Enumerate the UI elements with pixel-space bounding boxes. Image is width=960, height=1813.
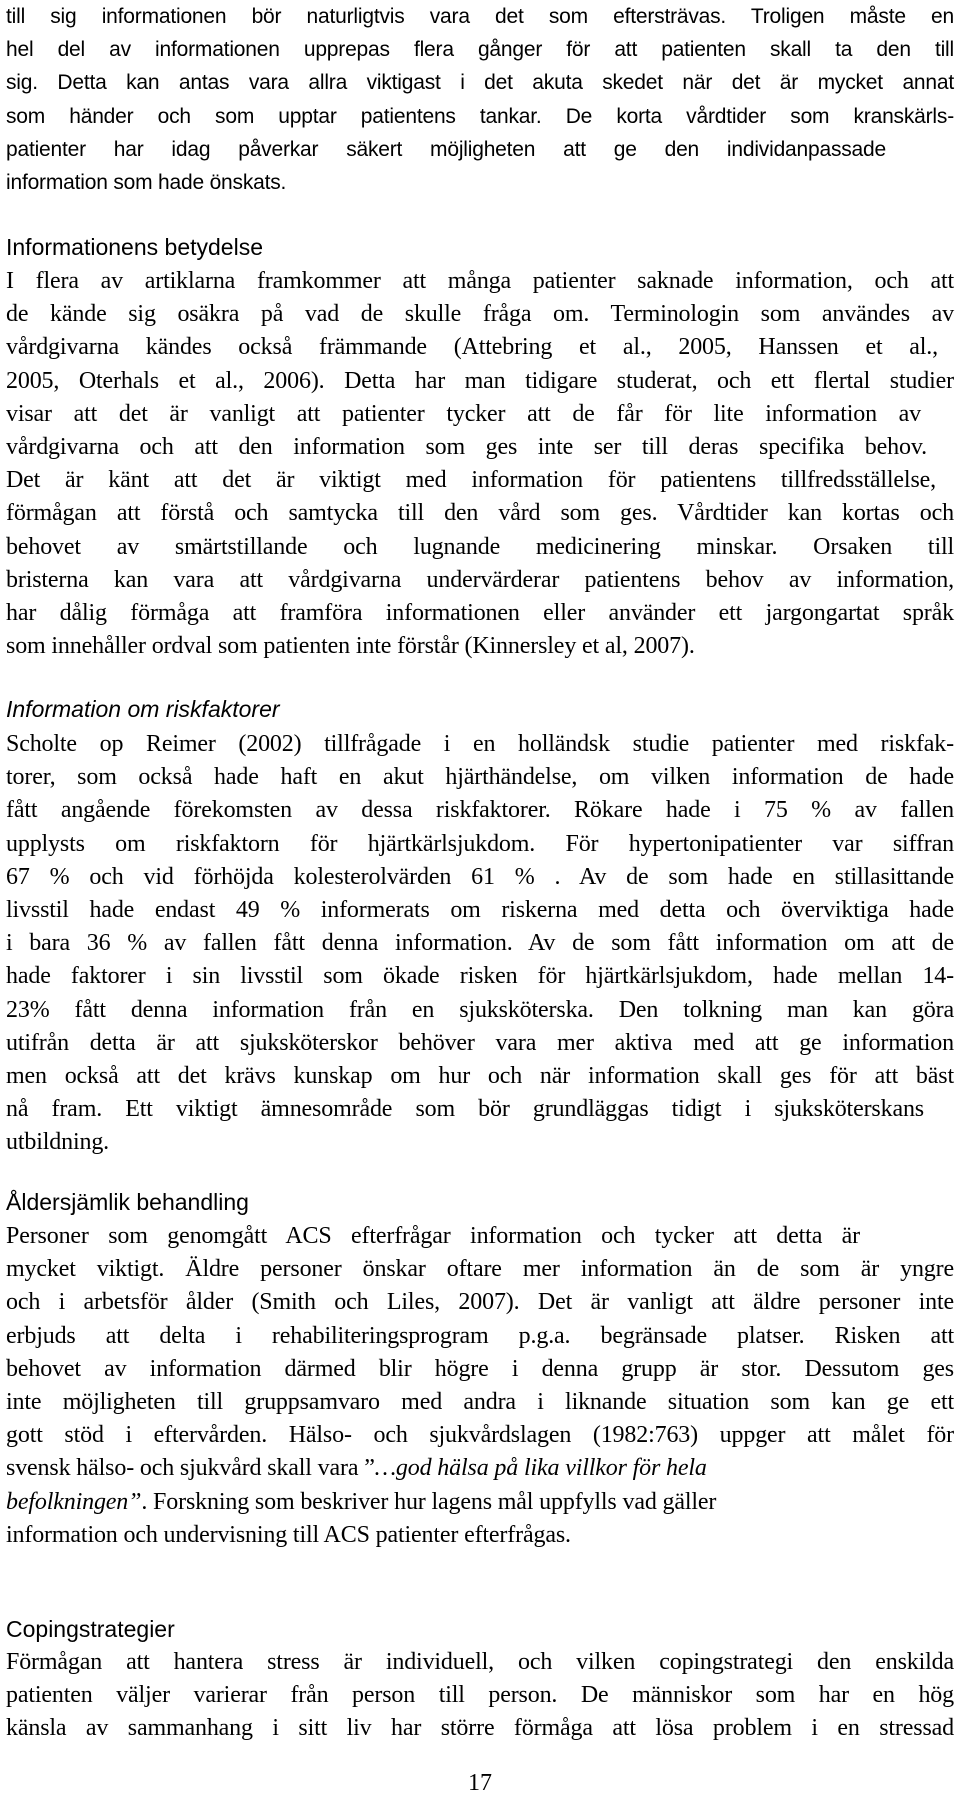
text-line: hade faktorer i sin livsstil som ökade risken för hjärtkärlsjukdom, hade mellan 14- (6, 963, 954, 990)
page-number: 17 (468, 1770, 492, 1796)
text-line: och i arbetsför ålder (Smith och Liles, 2007). Det är vanligt att äldre personer inte (6, 1289, 954, 1316)
text-line: bristerna kan vara att vårdgivarna undervärderar patientens behov av information, (6, 566, 954, 593)
text-line: Scholte op Reimer (2002) tillfrågade i en holländsk studie patienter med riskfak- (6, 731, 954, 757)
text-line: de kände sig osäkra på vad de skulle fråga om. Terminologin som användes av (6, 301, 954, 328)
text-line: 2005, Oterhals et al., 2006). Detta har man tidigare studerat, och ett flertal studier (6, 367, 954, 394)
text-line: information som hade önskats. (6, 171, 287, 195)
text-line: patienter har idag påverkar säkert möjligheten att ge den individanpassade (6, 137, 886, 161)
text-line: mycket viktigt. Äldre personer önskar oftare mer information än de som är yngre (6, 1256, 954, 1283)
intro-paragraph (6, 0, 954, 199)
section-body-information-om-riskfaktorer (6, 728, 954, 1160)
text-line: information och undervisning till ACS patienter efterfrågas. (6, 1521, 571, 1548)
text-line: behovet av smärtstillande och lugnande medicinering minskar. Orsaken till (6, 533, 954, 560)
italic-quote: …god hälsa på lika villkor för hela (374, 1455, 707, 1482)
text-line: förmågan att förstå och samtycka till den vård som ges. Vårdtider kan kortas och (6, 500, 954, 527)
section-body-copingstrategier (6, 1646, 954, 1746)
text-line: känsla av sammanhang i sitt liv har större förmåga att lösa problem i en stressad (6, 1715, 954, 1742)
text-line: nå fram. Ett viktigt ämnesområde som bör grundläggas tidigt i sjuksköterskans (6, 1096, 924, 1123)
text-line: fått angående förekomsten av dessa riskfaktorer. Rökare hade i 75 % av fallen (6, 797, 954, 824)
text-line: som innehåller ordval som patienten inte förstår (Kinnersley et al, 2007). (6, 633, 695, 660)
text-line: behovet av information därmed blir högre i denna grupp är stor. Dessutom ges (6, 1355, 954, 1382)
text-line: men också att det krävs kunskap om hur och när information skall ges för att bäst (6, 1063, 954, 1090)
text-run: svensk hälso- och sjukvård skall vara ” (6, 1455, 375, 1482)
text-line: inte möjligheten till gruppsamvaro med andra i liknande situation som kan ge ett (6, 1389, 954, 1416)
text-line: hel del av informationen upprepas flera gånger för att patienten skall ta den till (6, 38, 954, 62)
text-run: . Forskning som beskriver hur lagens mål uppfylls vad gäller (141, 1488, 717, 1515)
text-line: utbildning. (6, 1129, 110, 1156)
section-heading-informationens-betydelse: Informationens betydelse (6, 234, 263, 260)
text-line: har dålig förmåga att framföra informationen eller använder ett jargongartat språk (6, 600, 954, 627)
text-line: gott stöd i eftervården. Hälso- och sjukvårdslagen (1982:763) uppger att målet för (6, 1422, 954, 1449)
section-heading-copingstrategier: Copingstrategier (6, 1616, 175, 1642)
text-line: till sig informationen bör naturligtvis vara det som eftersträvas. Troligen måste en (6, 5, 954, 28)
section-heading-aldersjamlik-behandling: Åldersjämlik behandling (6, 1189, 249, 1215)
text-line: i bara 36 % av fallen fått denna information. Av de som fått information om att de (6, 930, 954, 957)
text-line: Förmågan att hantera stress är individuell, och vilken copingstrategi den enskilda (6, 1649, 954, 1675)
text-line (6, 1486, 954, 1519)
text-line: vårdgivarna kändes också främmande (Attebring et al., 2005, Hanssen et al., (6, 334, 938, 361)
text-line: utifrån detta är att sjuksköterskor behöver vara mer aktiva med att ge information (6, 1029, 954, 1056)
text-line: 23% fått denna information från en sjuksköterska. Den tolkning man kan göra (6, 996, 954, 1023)
section-heading-information-om-riskfaktorer: Information om riskfaktorer (6, 696, 280, 722)
text-line: torer, som också hade haft en akut hjärthändelse, om vilken information de hade (6, 764, 954, 791)
text-line: patienten väljer varierar från person till person. De människor som har en hög (6, 1682, 954, 1709)
text-line: livsstil hade endast 49 % informerats om riskerna med detta och överviktiga hade (6, 897, 954, 924)
section-body-aldersjamlik-behandling (6, 1220, 954, 1552)
text-line: Det är känt att det är viktigt med information för patientens tillfredsställelse, (6, 467, 936, 494)
text-line: 67 % och vid förhöjda kolesterolvärden 61 % . Av de som hade en stillasittande (6, 863, 954, 890)
text-line: sig. Detta kan antas vara allra viktigast i det akuta skedet när det är mycket annat (6, 71, 954, 95)
text-line: visar att det är vanligt att patienter tycker att de får för lite information av (6, 400, 921, 427)
text-line: upplysts om riskfaktorn för hjärtkärlsjukdom. För hypertonipatienter var siffran (6, 830, 954, 857)
section-body-informationens-betydelse (6, 265, 954, 663)
text-line: erbjuds att delta i rehabiliteringsprogram p.g.a. begränsade platser. Risken att (6, 1322, 954, 1349)
text-line: vårdgivarna och att den information som ges inte ser till deras specifika behov. (6, 434, 927, 461)
italic-quote: befolkningen” (6, 1488, 142, 1515)
text-line: I flera av artiklarna framkommer att många patienter saknade information, och att (6, 268, 954, 294)
text-line (6, 1452, 954, 1485)
text-line: som händer och som upptar patientens tankar. De korta vårdtider som kranskärls- (6, 104, 954, 128)
text-line: Personer som genomgått ACS efterfrågar information och tycker att detta är (6, 1223, 860, 1249)
